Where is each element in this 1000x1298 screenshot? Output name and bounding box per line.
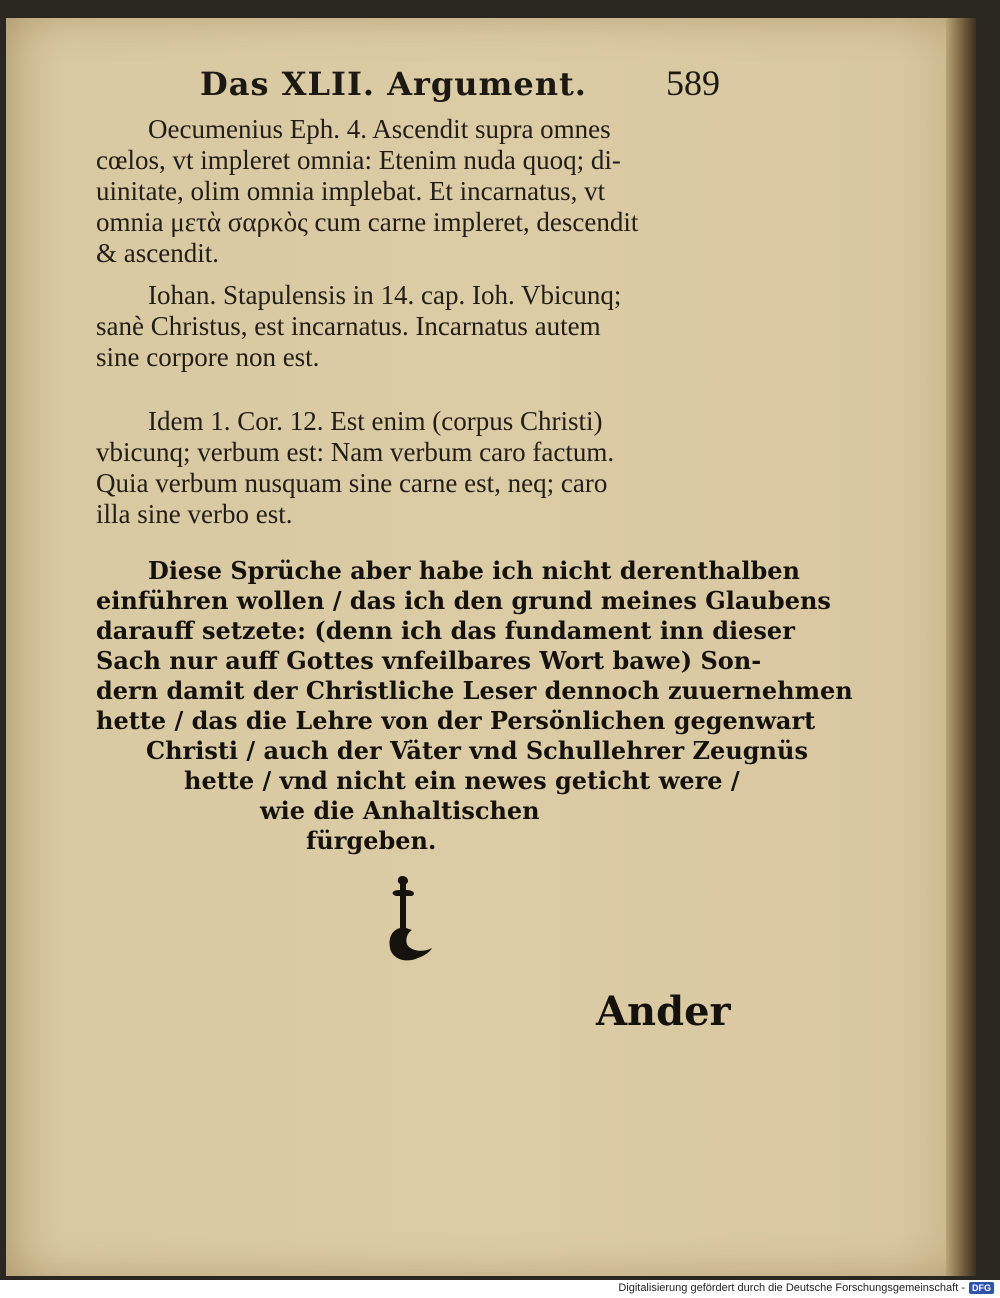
text-line: dern damit der Christliche Leser dennoch zuuernehmen <box>96 676 853 705</box>
text-line: sanè Christus, est incarnatus. Incarnatus autem <box>96 311 601 341</box>
footer-credit: Digitalisierung gefördert durch die Deutsche Forschungsgemeinschaft - <box>618 1282 965 1294</box>
latin-paragraph-stapulensis <box>96 280 726 373</box>
text-line: & ascendit. <box>96 238 219 268</box>
text-line: fürgeben. <box>306 826 437 855</box>
catchword: Ander <box>596 988 731 1035</box>
german-paragraph <box>96 556 853 856</box>
text-line: hette / vnd nicht ein newes geticht were / <box>184 766 740 795</box>
text-line: Christi / auch der Väter vnd Schullehrer Zeugnüs <box>146 736 808 765</box>
page-number: 589 <box>666 63 720 103</box>
book-spine <box>946 18 976 1276</box>
latin-paragraph-oecumenius <box>96 114 726 269</box>
text-line: illa sine verbo est. <box>96 499 293 529</box>
text-line: darauff setzete: (denn ich das fundament inn dieser <box>96 616 795 645</box>
text-line: Iohan. Stapulensis in 14. cap. Ioh. Vbicunq; <box>148 280 622 310</box>
text-line: Quia verbum nusquam sine carne est, neq; caro <box>96 468 608 498</box>
text-line: sine corpore non est. <box>96 342 320 372</box>
text-line: cœlos, vt impleret omnia: Etenim nuda quoq; di- <box>96 145 621 175</box>
text-line: Idem 1. Cor. 12. Est enim (corpus Christi) <box>148 406 603 436</box>
text-line: vbicunq; verbum est: Nam verbum caro factum. <box>96 437 615 467</box>
fleuron-ornament-icon <box>372 868 442 968</box>
dfg-logo: DFG <box>969 1282 994 1294</box>
text-line: Oecumenius Eph. 4. Ascendit supra omnes <box>148 114 611 144</box>
text-line: Sach nur auff Gottes vnfeilbares Wort bawe) Son- <box>96 646 762 675</box>
text-line: wie die Anhaltischen <box>260 796 540 825</box>
text-line: hette / das die Lehre von der Persönlichen gegenwart <box>96 706 816 735</box>
running-head <box>200 62 720 112</box>
text-line: uinitate, olim omnia implebat. Et incarnatus, vt <box>96 176 606 206</box>
latin-paragraph-idem <box>96 406 726 530</box>
text-line: Diese Sprüche aber habe ich nicht derenthalben <box>148 556 800 585</box>
text-line: einführen wollen / das ich den grund meines Glaubens <box>96 586 831 615</box>
text-line: omnia μετὰ σαρκὸς cum carne impleret, descendit <box>96 207 639 237</box>
digitization-footer <box>618 1280 994 1296</box>
running-head-title: Das XLII. Argument. <box>200 65 587 103</box>
